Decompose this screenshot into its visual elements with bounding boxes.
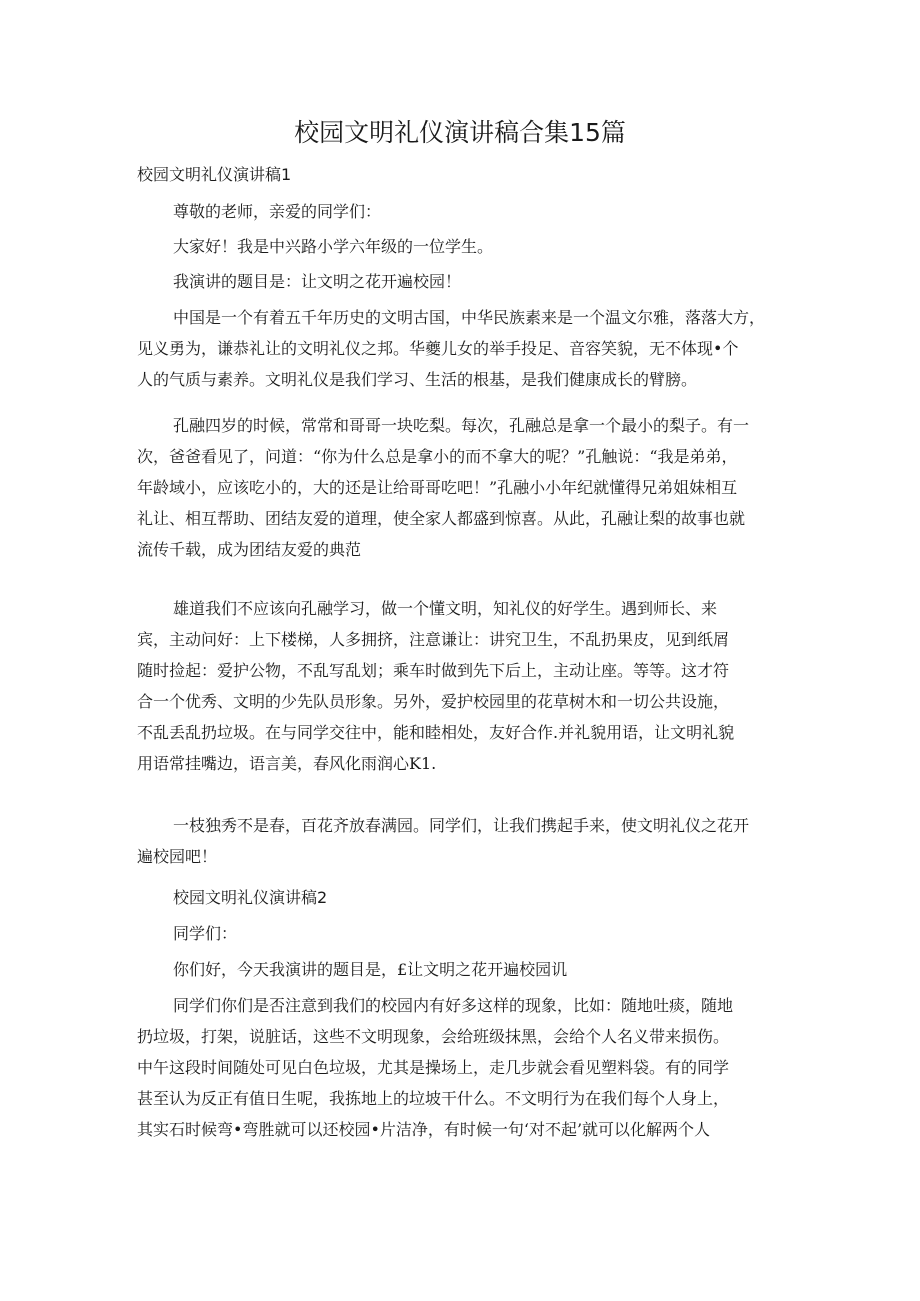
text-line: 不乱丢乱扔垃圾。在与同学交往中，能和睦相处，友好合作.并礼貌用语，让文明礼貌 [137, 723, 735, 742]
text-line: 甚至认为反正有值日生呢，我拣地上的垃坡干什么。不文明行为在我们每个人身上， [137, 1089, 730, 1108]
section-heading-2 [137, 882, 785, 913]
text-line: 大家好！我是中兴路小学六年级的一位学生。 [173, 237, 494, 256]
text-line: 你们好，今天我演讲的题目是，£让文明之花开遍校园讥 [173, 960, 568, 979]
topic-1 [137, 266, 785, 297]
text-line: 同学们你们是否注意到我们的校园内有好多这样的现象，比如：随地吐痰，随地 [173, 996, 734, 1015]
text-line: 我演讲的题目是：让文明之花开遍校园！ [173, 272, 462, 291]
intro-1 [137, 231, 785, 262]
text-line: 遍校园吧！ [137, 847, 218, 866]
text-line: 随时捡起：爱护公物，不乱写乱划；乘车时做到先下后上，主动让座。等等。这才符 [137, 661, 730, 680]
paragraph-2-1 [137, 990, 785, 1145]
text-line: 一枝独秀不是春，百花齐放春满园。同学们，让我们携起手来，使文明礼仪之花开 [173, 816, 750, 835]
text-line: 中国是一个有着五千年历史的文明古国，中华民族素来是一个温文尔雅，落落大方， [173, 308, 766, 327]
text-line: 中午这段时间随处可见白色垃圾，尤其是操场上，走几步就会看见塑料袋。有的同学 [137, 1058, 730, 1077]
paragraph-1-4 [137, 810, 785, 872]
text-line: 礼让、相互帮助、团结友爱的道理，使全家人都盛到惊喜。从此，孔融让梨的故事也就 [137, 509, 746, 528]
text-line: 见义勇为，谦恭礼让的文明礼仪之邦。华夔儿女的举手投足、音容笑貌，无不体现•个 [137, 339, 739, 358]
text-line: 流传千载，成为团结友爱的典范 [137, 540, 362, 559]
text-line: 宾，主动问好：上下楼梯，人多拥挤，注意谦让：讲究卫生，不乱扔果皮，见到纸屑 [137, 630, 730, 649]
section-heading-1: 校园文明礼仪演讲稿1 [137, 165, 292, 184]
document-title: 校园文明礼仪演讲稿合集15篇 [294, 118, 626, 147]
text-line: 扔垃圾，打架，说脏话，这些不文明现象，会给班级抹黑，会给个人名义带来损伤。 [137, 1027, 730, 1046]
text-line: 孔融四岁的时候，常常和哥哥一块吃梨。每次，孔融总是拿一个最小的梨子。有一 [173, 416, 750, 435]
text-line: 同学们： [173, 924, 238, 943]
text-line: 尊敬的老师，亲爱的同学们： [173, 202, 382, 221]
text-line: 校园文明礼仪演讲稿2 [173, 888, 328, 907]
greeting-2 [137, 918, 785, 949]
text-line: 人的气质与素养。文明礼仪是我们学习、生活的根基，是我们健康成长的臂膀。 [137, 370, 698, 389]
text-line: 其实石时候弯•弯胜就可以还校园•片洁净，有时候一句‘对不起’就可以化解两个人 [137, 1120, 711, 1139]
paragraph-1-1 [137, 302, 785, 395]
intro-2 [137, 954, 785, 985]
text-line: 年龄域小，应该吃小的，大的还是让给哥哥吃吧！”孔融小小年纪就懂得兄弟姐妹相互 [137, 478, 738, 497]
text-line: 用语常挂嘴边，语言美，春风化雨润心K1. [137, 754, 437, 773]
paragraph-1-3 [137, 593, 785, 779]
text-line: 合一个优秀、文明的少先队员形象。另外，爱护校园里的花草树木和一切公共设施， [137, 692, 730, 711]
text-line: 次，爸爸看见了，问道：“你为什么总是拿小的而不拿大的呢？”孔触说：“我是弟弟， [137, 447, 738, 466]
greeting-1 [137, 196, 785, 227]
text-line: 雄道我们不应该向孔融学习，做一个懂文明，知礼仪的好学生。遇到师长、来 [173, 599, 718, 618]
paragraph-1-2 [137, 410, 785, 565]
